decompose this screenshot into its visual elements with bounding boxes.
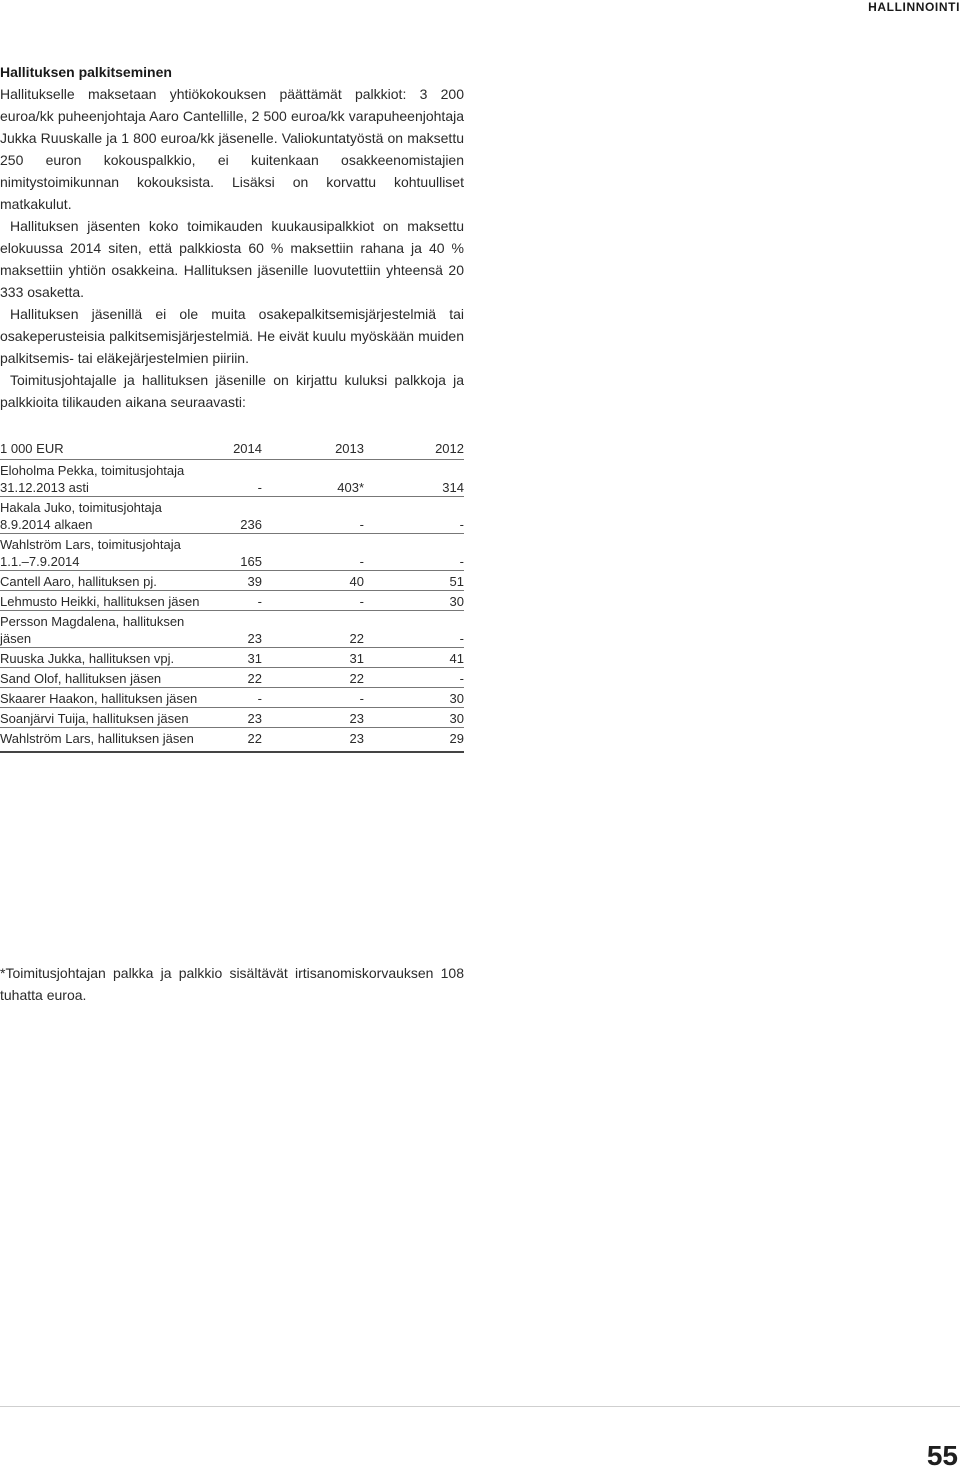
- table-row: [0, 648, 464, 668]
- row-2012: 30: [364, 708, 464, 728]
- table-row: [0, 708, 464, 728]
- row-name: Skaarer Haakon, hallituksen jäsen: [0, 688, 200, 708]
- row-name: Cantell Aaro, hallituksen pj.: [0, 571, 200, 591]
- paragraph-board-fees: Hallitukselle maksetaan yhtiökokouksen päättämät palkkiot: 3 200 euroa/kk puheenjohtaja Aaro Cantellille, 2 500 euroa/kk varapuheenjohtaja Jukka Ruuskalle ja 1 800 euroa/kk jäsenelle. Valiokuntatyöstä on maksettu 250 euron kokouspalkkio, ei kuitenkaan osakkeenomistajien nimitystoimikunnan kokouksista. Lisäksi on korvattu kohtuulliset matkakulut.: [0, 86, 464, 212]
- row-2014: -: [200, 591, 262, 611]
- row-name: Lehmusto Heikki, hallituksen jäsen: [0, 591, 200, 611]
- table-footnote: *Toimitusjohtajan palkka ja palkkio sisältävät irtisanomiskorvauksen 108 tuhatta euroa.: [0, 965, 464, 1003]
- footer-divider: [0, 1406, 960, 1407]
- table-row: [0, 611, 464, 648]
- row-name: Ruuska Jukka, hallituksen vpj.: [0, 648, 200, 668]
- row-2012: 41: [364, 648, 464, 668]
- table-row: [0, 497, 464, 534]
- table-row: [0, 460, 464, 497]
- row-2014: 23: [200, 708, 262, 728]
- header-2013: 2013: [262, 440, 364, 460]
- paragraph-expenses-intro: Toimitusjohtajalle ja hallituksen jäsenille on kirjattu kuluksi palkkoja ja palkkioita tilikauden aikana seuraavasti:: [0, 372, 464, 410]
- row-2014: 23: [200, 611, 262, 648]
- header-2012: 2012: [364, 440, 464, 460]
- row-2012: 30: [364, 591, 464, 611]
- paragraph-monthly-fees: Hallituksen jäsenten koko toimikauden kuukausipalkkiot on maksettu elokuussa 2014 siten, että palkkiosta 60 % maksettiin rahana ja 40 % maksettiin yhtiön osakkeina. Hallituksen jäsenille luovutettiin yhteensä 20 333 osaketta.: [0, 218, 464, 300]
- row-2012: 29: [364, 728, 464, 753]
- row-2013: 23: [262, 708, 364, 728]
- header-2014: 2014: [200, 440, 262, 460]
- table-row: [0, 668, 464, 688]
- row-2013: 22: [262, 611, 364, 648]
- table-row: [0, 688, 464, 708]
- page-number: 55: [926, 1440, 958, 1471]
- row-2013: -: [262, 591, 364, 611]
- row-2014: 39: [200, 571, 262, 591]
- row-2012: 51: [364, 571, 464, 591]
- row-2014: 22: [200, 728, 262, 753]
- running-header: HALLINNOINTI: [868, 0, 960, 14]
- row-2012: -: [364, 534, 464, 571]
- row-2013: -: [262, 688, 364, 708]
- row-2014: -: [200, 460, 262, 497]
- row-name: Wahlström Lars, hallituksen jäsen: [0, 728, 200, 753]
- section-title: Hallituksen palkitseminen: [0, 64, 172, 80]
- row-2014: 22: [200, 668, 262, 688]
- row-2013: 23: [262, 728, 364, 753]
- row-name: Sand Olof, hallituksen jäsen: [0, 668, 200, 688]
- row-2012: -: [364, 611, 464, 648]
- row-name: Persson Magdalena, hallituksen jäsen: [0, 611, 200, 648]
- table-header-row: [0, 440, 464, 460]
- row-2013: -: [262, 534, 364, 571]
- table-row: [0, 534, 464, 571]
- table-row: [0, 571, 464, 591]
- row-2014: 236: [200, 497, 262, 534]
- row-2012: 30: [364, 688, 464, 708]
- paragraph-no-share-plans: Hallituksen jäsenillä ei ole muita osakepalkitsemisjärjestelmiä tai osakeperusteisia palkitsemisjärjestelmiä. He eivät kuulu myöskään muiden palkitsemis- tai eläkejärjestelmien piiriin.: [0, 306, 464, 366]
- body-text: [0, 61, 464, 413]
- row-2013: 403*: [262, 460, 364, 497]
- row-name: Eloholma Pekka, toimitusjohtaja 31.12.2013 asti: [0, 460, 200, 497]
- row-2013: 40: [262, 571, 364, 591]
- table-row: [0, 728, 464, 753]
- compensation-table: [0, 440, 464, 753]
- row-2013: 22: [262, 668, 364, 688]
- row-2014: 165: [200, 534, 262, 571]
- header-unit: 1 000 EUR: [0, 440, 200, 460]
- row-2013: 31: [262, 648, 364, 668]
- row-2012: -: [364, 497, 464, 534]
- row-2014: -: [200, 688, 262, 708]
- row-2014: 31: [200, 648, 262, 668]
- row-name: Hakala Juko, toimitusjohtaja 8.9.2014 alkaen: [0, 497, 200, 534]
- table-row: [0, 591, 464, 611]
- row-2012: -: [364, 668, 464, 688]
- row-2012: 314: [364, 460, 464, 497]
- row-name: Wahlström Lars, toimitusjohtaja 1.1.–7.9.2014: [0, 534, 200, 571]
- row-name: Soanjärvi Tuija, hallituksen jäsen: [0, 708, 200, 728]
- row-2013: -: [262, 497, 364, 534]
